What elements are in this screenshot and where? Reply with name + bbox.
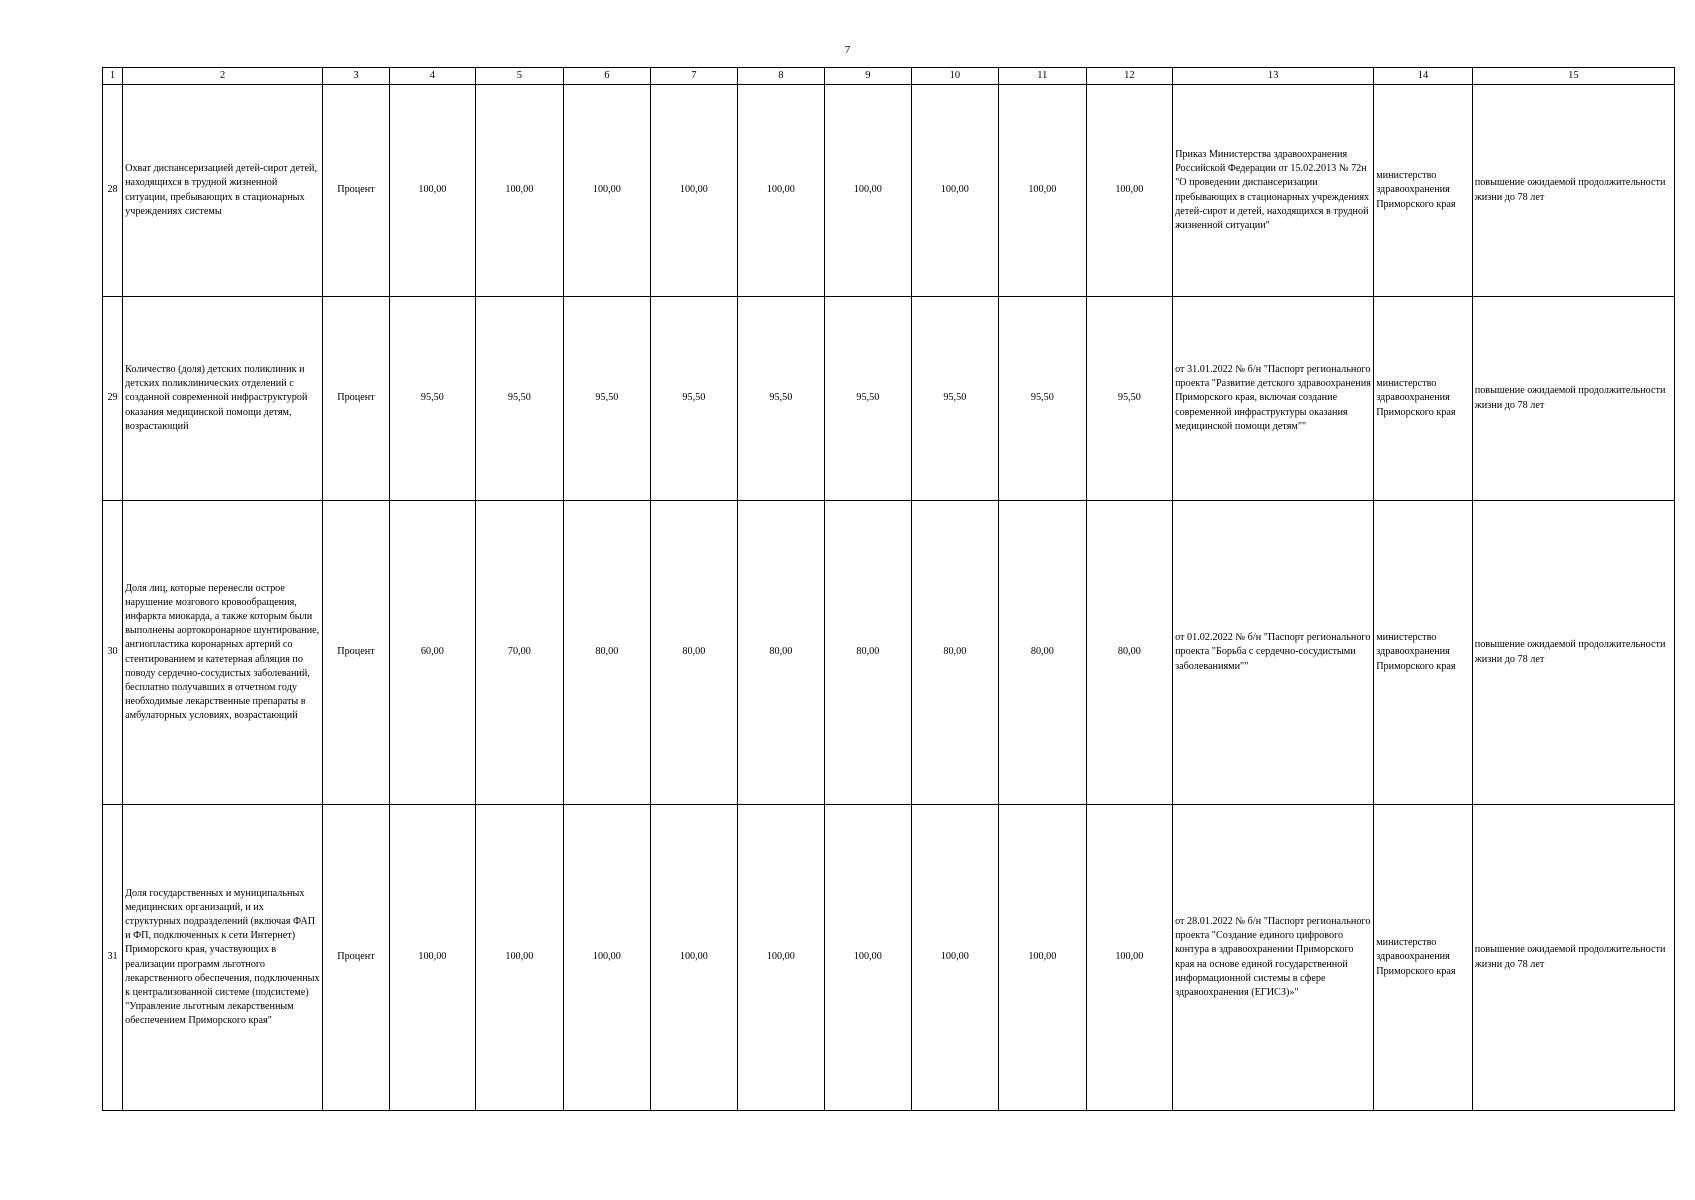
- value-cell: 80,00: [651, 501, 737, 805]
- header-cell: 6: [563, 68, 651, 85]
- table-row: [103, 297, 1675, 501]
- goal-cell: повышение ожидаемой продолжительности жизни до 78 лет: [1472, 805, 1674, 1111]
- unit-cell: Процент: [323, 805, 389, 1111]
- value-cell: 100,00: [1086, 805, 1172, 1111]
- responsible-cell: министерство здравоохранения Приморского края: [1374, 85, 1473, 297]
- unit-cell: Процент: [323, 297, 389, 501]
- header-cell: 11: [999, 68, 1087, 85]
- table-row: [103, 501, 1675, 805]
- value-cell: 80,00: [737, 501, 825, 805]
- header-cell: 8: [737, 68, 825, 85]
- value-cell: 80,00: [563, 501, 651, 805]
- value-cell: 95,50: [651, 297, 737, 501]
- header-cell: 13: [1173, 68, 1374, 85]
- value-cell: 100,00: [389, 85, 475, 297]
- value-cell: 100,00: [563, 805, 651, 1111]
- value-cell: 100,00: [1086, 85, 1172, 297]
- value-cell: 95,50: [825, 297, 911, 501]
- value-cell: 100,00: [651, 85, 737, 297]
- value-cell: 95,50: [476, 297, 564, 501]
- value-cell: 80,00: [825, 501, 911, 805]
- header-cell: 3: [323, 68, 389, 85]
- source-cell: Приказ Министерства здравоохранения Российской Федерации от 15.02.2013 № 72н "О проведении диспансеризации пребывающих в стационарных учреждениях детей-сирот и детей, находящихся в трудной жизненной ситуации": [1173, 85, 1374, 297]
- value-cell: 95,50: [1086, 297, 1172, 501]
- unit-cell: Процент: [323, 85, 389, 297]
- value-cell: 100,00: [737, 85, 825, 297]
- responsible-cell: министерство здравоохранения Приморского края: [1374, 805, 1473, 1111]
- responsible-cell: министерство здравоохранения Приморского края: [1374, 297, 1473, 501]
- value-cell: 95,50: [563, 297, 651, 501]
- value-cell: 100,00: [651, 805, 737, 1111]
- row-number-cell: 28: [103, 85, 123, 297]
- header-cell: 1: [103, 68, 123, 85]
- value-cell: 100,00: [737, 805, 825, 1111]
- value-cell: 80,00: [911, 501, 999, 805]
- value-cell: 95,50: [737, 297, 825, 501]
- goal-cell: повышение ожидаемой продолжительности жизни до 78 лет: [1472, 297, 1674, 501]
- responsible-cell: министерство здравоохранения Приморского края: [1374, 501, 1473, 805]
- value-cell: 80,00: [999, 501, 1087, 805]
- header-cell: 5: [476, 68, 564, 85]
- value-cell: 100,00: [389, 805, 475, 1111]
- indicator-name-cell: Доля лиц, которые перенесли острое нарушение мозгового кровообращения, инфаркта миокарда, а также которым были выполнены аортокоронарное шунтирование, ангиопластика коронарных артерий со стентированием и катетерная абляция по поводу сердечно-сосудистых заболеваний, бесплатно получавших в отчетном году необходимые лекарственные препараты в амбулаторных условиях, возрастающий: [123, 501, 323, 805]
- row-number-cell: 29: [103, 297, 123, 501]
- header-cell: 2: [123, 68, 323, 85]
- value-cell: 100,00: [476, 805, 564, 1111]
- table-body: [103, 68, 1675, 1111]
- table-row: [103, 805, 1675, 1111]
- table-row: [103, 85, 1675, 297]
- value-cell: 95,50: [389, 297, 475, 501]
- goal-cell: повышение ожидаемой продолжительности жизни до 78 лет: [1472, 501, 1674, 805]
- indicators-table: [102, 67, 1675, 1111]
- value-cell: 100,00: [563, 85, 651, 297]
- value-cell: 60,00: [389, 501, 475, 805]
- indicator-name-cell: Доля государственных и муниципальных медицинских организаций, и их структурных подразделений (включая ФАП и ФП, подключенных к сети Интернет) Приморского края, участвующих в реализации программ льготного лекарственного обеспечения, подключенных к централизованной системе (подсистеме) "Управление льготным лекарственным обеспечением Приморского края": [123, 805, 323, 1111]
- header-cell: 10: [911, 68, 999, 85]
- row-number-cell: 31: [103, 805, 123, 1111]
- header-cell: 14: [1374, 68, 1473, 85]
- value-cell: 100,00: [999, 85, 1087, 297]
- value-cell: 95,50: [911, 297, 999, 501]
- source-cell: от 31.01.2022 № б/н "Паспорт регионального проекта "Развитие детского здравоохранения Приморского края, включая создание современной инфраструктуры оказания медицинской помощи детям"": [1173, 297, 1374, 501]
- row-number-cell: 30: [103, 501, 123, 805]
- value-cell: 80,00: [1086, 501, 1172, 805]
- source-cell: от 28.01.2022 № б/н "Паспорт регионального проекта "Создание единого цифрового контура в здравоохранении Приморского края на основе единой государственной информационной системы в сфере здравоохранения (ЕГИСЗ)»": [1173, 805, 1374, 1111]
- indicator-name-cell: Количество (доля) детских поликлиник и детских поликлинических отделений с созданной современной инфраструктурой оказания медицинской помощи детям, возрастающий: [123, 297, 323, 501]
- unit-cell: Процент: [323, 501, 389, 805]
- value-cell: 100,00: [825, 805, 911, 1111]
- header-cell: 12: [1086, 68, 1172, 85]
- header-cell: 7: [651, 68, 737, 85]
- source-cell: от 01.02.2022 № б/н "Паспорт регионального проекта "Борьба с сердечно-сосудистыми заболеваниями"": [1173, 501, 1374, 805]
- header-cell: 15: [1472, 68, 1674, 85]
- header-row: [103, 68, 1675, 85]
- value-cell: 95,50: [999, 297, 1087, 501]
- page-number: 7: [844, 44, 851, 56]
- value-cell: 100,00: [999, 805, 1087, 1111]
- value-cell: 100,00: [911, 805, 999, 1111]
- header-cell: 4: [389, 68, 475, 85]
- goal-cell: повышение ожидаемой продолжительности жизни до 78 лет: [1472, 85, 1674, 297]
- indicator-name-cell: Охват диспансеризацией детей-сирот детей, находящихся в трудной жизненной ситуации, пребывающих в стационарных учреждениях системы: [123, 85, 323, 297]
- value-cell: 100,00: [476, 85, 564, 297]
- value-cell: 100,00: [825, 85, 911, 297]
- value-cell: 100,00: [911, 85, 999, 297]
- value-cell: 70,00: [476, 501, 564, 805]
- header-cell: 9: [825, 68, 911, 85]
